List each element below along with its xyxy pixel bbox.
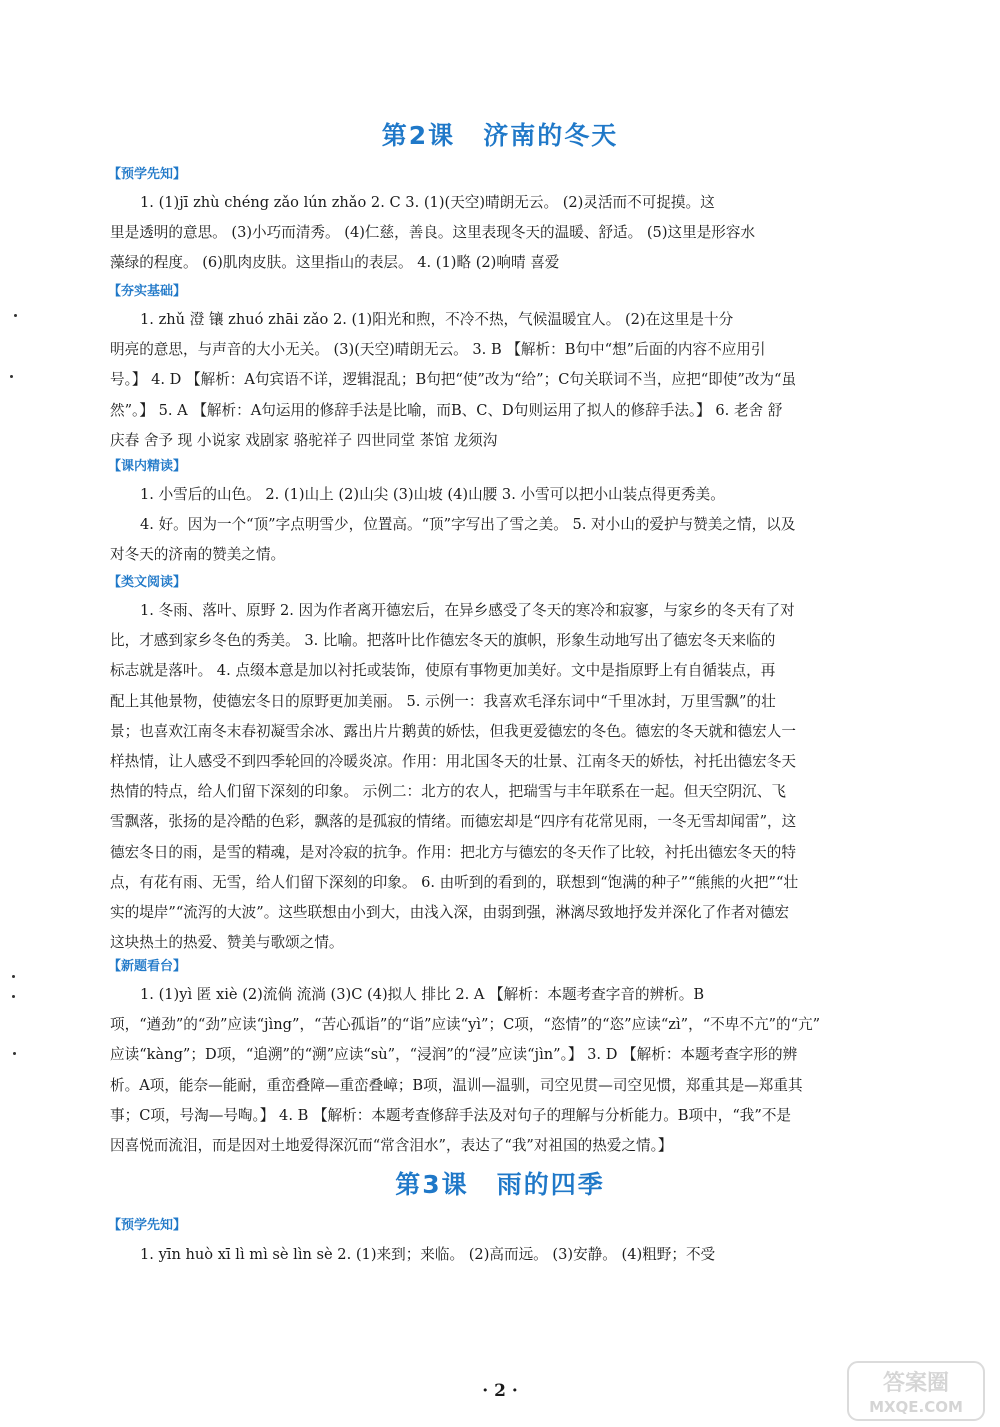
text-line: 号。】 4. D 【解析：A句宾语不详，逻辑混乱；B句把“使”改为“给”；C句关联词不当，应把“即使”改为“虽 <box>110 371 797 389</box>
scan-speck <box>12 975 15 978</box>
lesson-3-name: 雨的四季 <box>496 1170 605 1199</box>
text-line: 对冬天的济南的赞美之情。 <box>110 546 286 564</box>
text-line: 里是透明的意思。 (3)小巧而清秀。 (4)仁慈，善良。这里表现冬天的温暖、舒适。 (5)这里是形容水 <box>110 224 756 242</box>
section-label-new-questions: 【新题看台】 <box>108 959 187 974</box>
text-line: 1. zhǔ 澄 镶 zhuó zhāi zǎo 2. (1)阳光和煦，不冷不热，气候温暖宜人。 (2)在这里是十分 <box>140 311 734 328</box>
text-line: 景；也喜欢江南冬末春初凝雪余冰、露出片片鹅黄的娇怯，但我更爱德宏的冬色。德宏的冬天就和德宏人一 <box>110 722 796 740</box>
text-line: 热情的特点，给人们留下深刻的印象。 示例二：北方的农人，把瑞雪与丰年联系在一起。但天空阴沉、飞 <box>110 783 786 801</box>
scan-speck <box>12 995 15 998</box>
section-body-close-reading <box>110 480 898 571</box>
section-body-new-questions <box>110 980 898 1161</box>
section-label-similar-reading: 【类文阅读】 <box>108 575 187 590</box>
scan-speck <box>13 1052 16 1055</box>
text-line: 4. 好。因为一个“顶”字点明雪少，位置高。“顶”字写出了雪之美。 5. 对小山的爱护与赞美之情，以及 <box>140 516 796 534</box>
section-label-lesson3-preview: 【预学先知】 <box>108 1218 187 1233</box>
text-line: 配上其他景物，使德宏冬日的原野更加美丽。 5. 示例一：我喜欢毛泽东词中“千里冰封，万里雪飘”的壮 <box>110 692 776 710</box>
section-label-preview: 【预学先知】 <box>108 167 187 182</box>
section-body-similar-reading <box>110 596 898 958</box>
text-line: 标志就是落叶。 4. 点缀本意是加以衬托或装饰，使原有事物更加美好。文中是指原野上有自循装点，再 <box>110 662 776 680</box>
section-label-foundation: 【夯实基础】 <box>108 284 187 299</box>
section-label-close-reading: 【课内精读】 <box>108 459 187 474</box>
scan-speck <box>10 375 13 378</box>
text-line: 1. (1)yì 匿 xiè (2)流倘 流淌 (3)C (4)拟人 排比 2. A 【解析：本题考查字音的辨析。B <box>140 986 705 1003</box>
text-line: 1. 小雪后的山色。 2. (1)山上 (2)山尖 (3)山坡 (4)山腰 3. 小雪可以把小山装点得更秀美。 <box>140 486 725 503</box>
svg-text:答案圈: 答案圈 <box>882 1371 950 1396</box>
text-line: 因喜悦而流泪，而是因对土地爱得深沉而“常含泪水”，表达了“我”对祖国的热爱之情。】 <box>110 1137 673 1155</box>
text-line: 点，有花有雨、无雪，给人们留下深刻的印象。 6. 由听到的看到的，联想到“饱满的种子”“熊熊的火把”“壮 <box>110 873 799 891</box>
section-body-lesson3-preview <box>110 1240 898 1270</box>
lesson-2-title <box>0 116 1000 152</box>
page-number: · 2 · <box>482 1381 518 1401</box>
scan-speck <box>14 314 17 317</box>
text-line: 1. 冬雨、落叶、原野 2. 因为作者离开德宏后，在异乡感受了冬天的寒冷和寂寥，与家乡的冬天有了对 <box>140 602 795 619</box>
section-body-foundation <box>110 305 898 456</box>
section-body-preview <box>110 188 898 279</box>
text-line: 比，才感到家乡冬色的秀美。 3. 比喻。把落叶比作德宏冬天的旗帜，形象生动地写出了德宏冬天来临的 <box>110 632 776 650</box>
text-line: 实的堤岸”“流泻的大波”。这些联想由小到大，由浅入深，由弱到强，淋漓尽致地抒发并深化了作者对德宏 <box>110 904 790 922</box>
text-line: 1. yīn huò xī lì mì sè lìn sè 2. (1)来到；来临。 (2)高而远。 (3)安静。 (4)粗野；不受 <box>140 1246 716 1263</box>
lesson-2-name: 济南的冬天 <box>483 121 619 150</box>
text-line: 析。A项，能奈—能耐，重峦叠障—重峦叠嶂；B项，温训—温驯，司空见贯—司空见惯，郑重其是—郑重其 <box>110 1076 803 1094</box>
text-line: 项，“遒劲”的“劲”应读“jìng”，“苦心孤诣”的“诣”应读“yì”；C项，“恣情”的“恣”应读“zì”，“不卑不亢”的“亢” <box>110 1016 821 1034</box>
lesson-2-number: 第2课 <box>381 121 456 150</box>
text-line: 雪飘落，张扬的是冷酷的色彩，飘落的是孤寂的情绪。而德宏却是“四序有花常见雨，一冬无雪却闻雷”，这 <box>110 813 797 831</box>
lesson-3-title <box>0 1165 1000 1201</box>
text-line: 明亮的意思，与声音的大小无关。 (3)(天空)晴朗无云。 3. B 【解析：B句中“想”后面的内容不应用引 <box>110 341 766 359</box>
text-line: 德宏冬日的雨，是雪的精魂，是对冷寂的抗争。作用：把北方与德宏的冬天作了比较，衬托出德宏冬天的特 <box>110 843 796 861</box>
text-line: 样热情，让人感受不到四季轮回的冷暖炎凉。作用：用北国冬天的壮景、江南冬天的娇怯，衬托出德宏冬天 <box>110 753 796 771</box>
text-line: 这块热土的热爱、赞美与歌颂之情。 <box>110 934 344 952</box>
text-line: 庆春 舍予 现 小说家 戏剧家 骆驼祥子 四世同堂 茶馆 龙须沟 <box>110 431 498 449</box>
lesson-3-number: 第3课 <box>395 1170 469 1199</box>
text-line: 然”。】 5. A 【解析：A句运用的修辞手法是比喻，而B、C、D句则运用了拟人的修辞手法。】 6. 老舍 舒 <box>110 401 783 419</box>
text-line: 1. (1)jī zhù chéng zǎo lún zhǎo 2. C 3. (1)(天空)晴朗无云。 (2)灵活而不可捉摸。这 <box>140 194 715 211</box>
text-line: 应读“kàng”；D项，“追溯”的“溯”应读“sù”，“浸润”的“浸”应读“jìn”。】 3. D 【解析：本题考查字形的辨 <box>110 1046 798 1064</box>
watermark-logo <box>846 1360 986 1422</box>
text-line: 藻绿的程度。 (6)肌肉皮肤。这里指山的表层。 4. (1)略 (2)响晴 喜爱 <box>110 254 560 272</box>
svg-text:MXQE.COM: MXQE.COM <box>869 1398 963 1416</box>
text-line: 事；C项，号淘—号啕。】 4. B 【解析：本题考查修辞手法及对句子的理解与分析能力。B项中，“我”不是 <box>110 1106 792 1124</box>
